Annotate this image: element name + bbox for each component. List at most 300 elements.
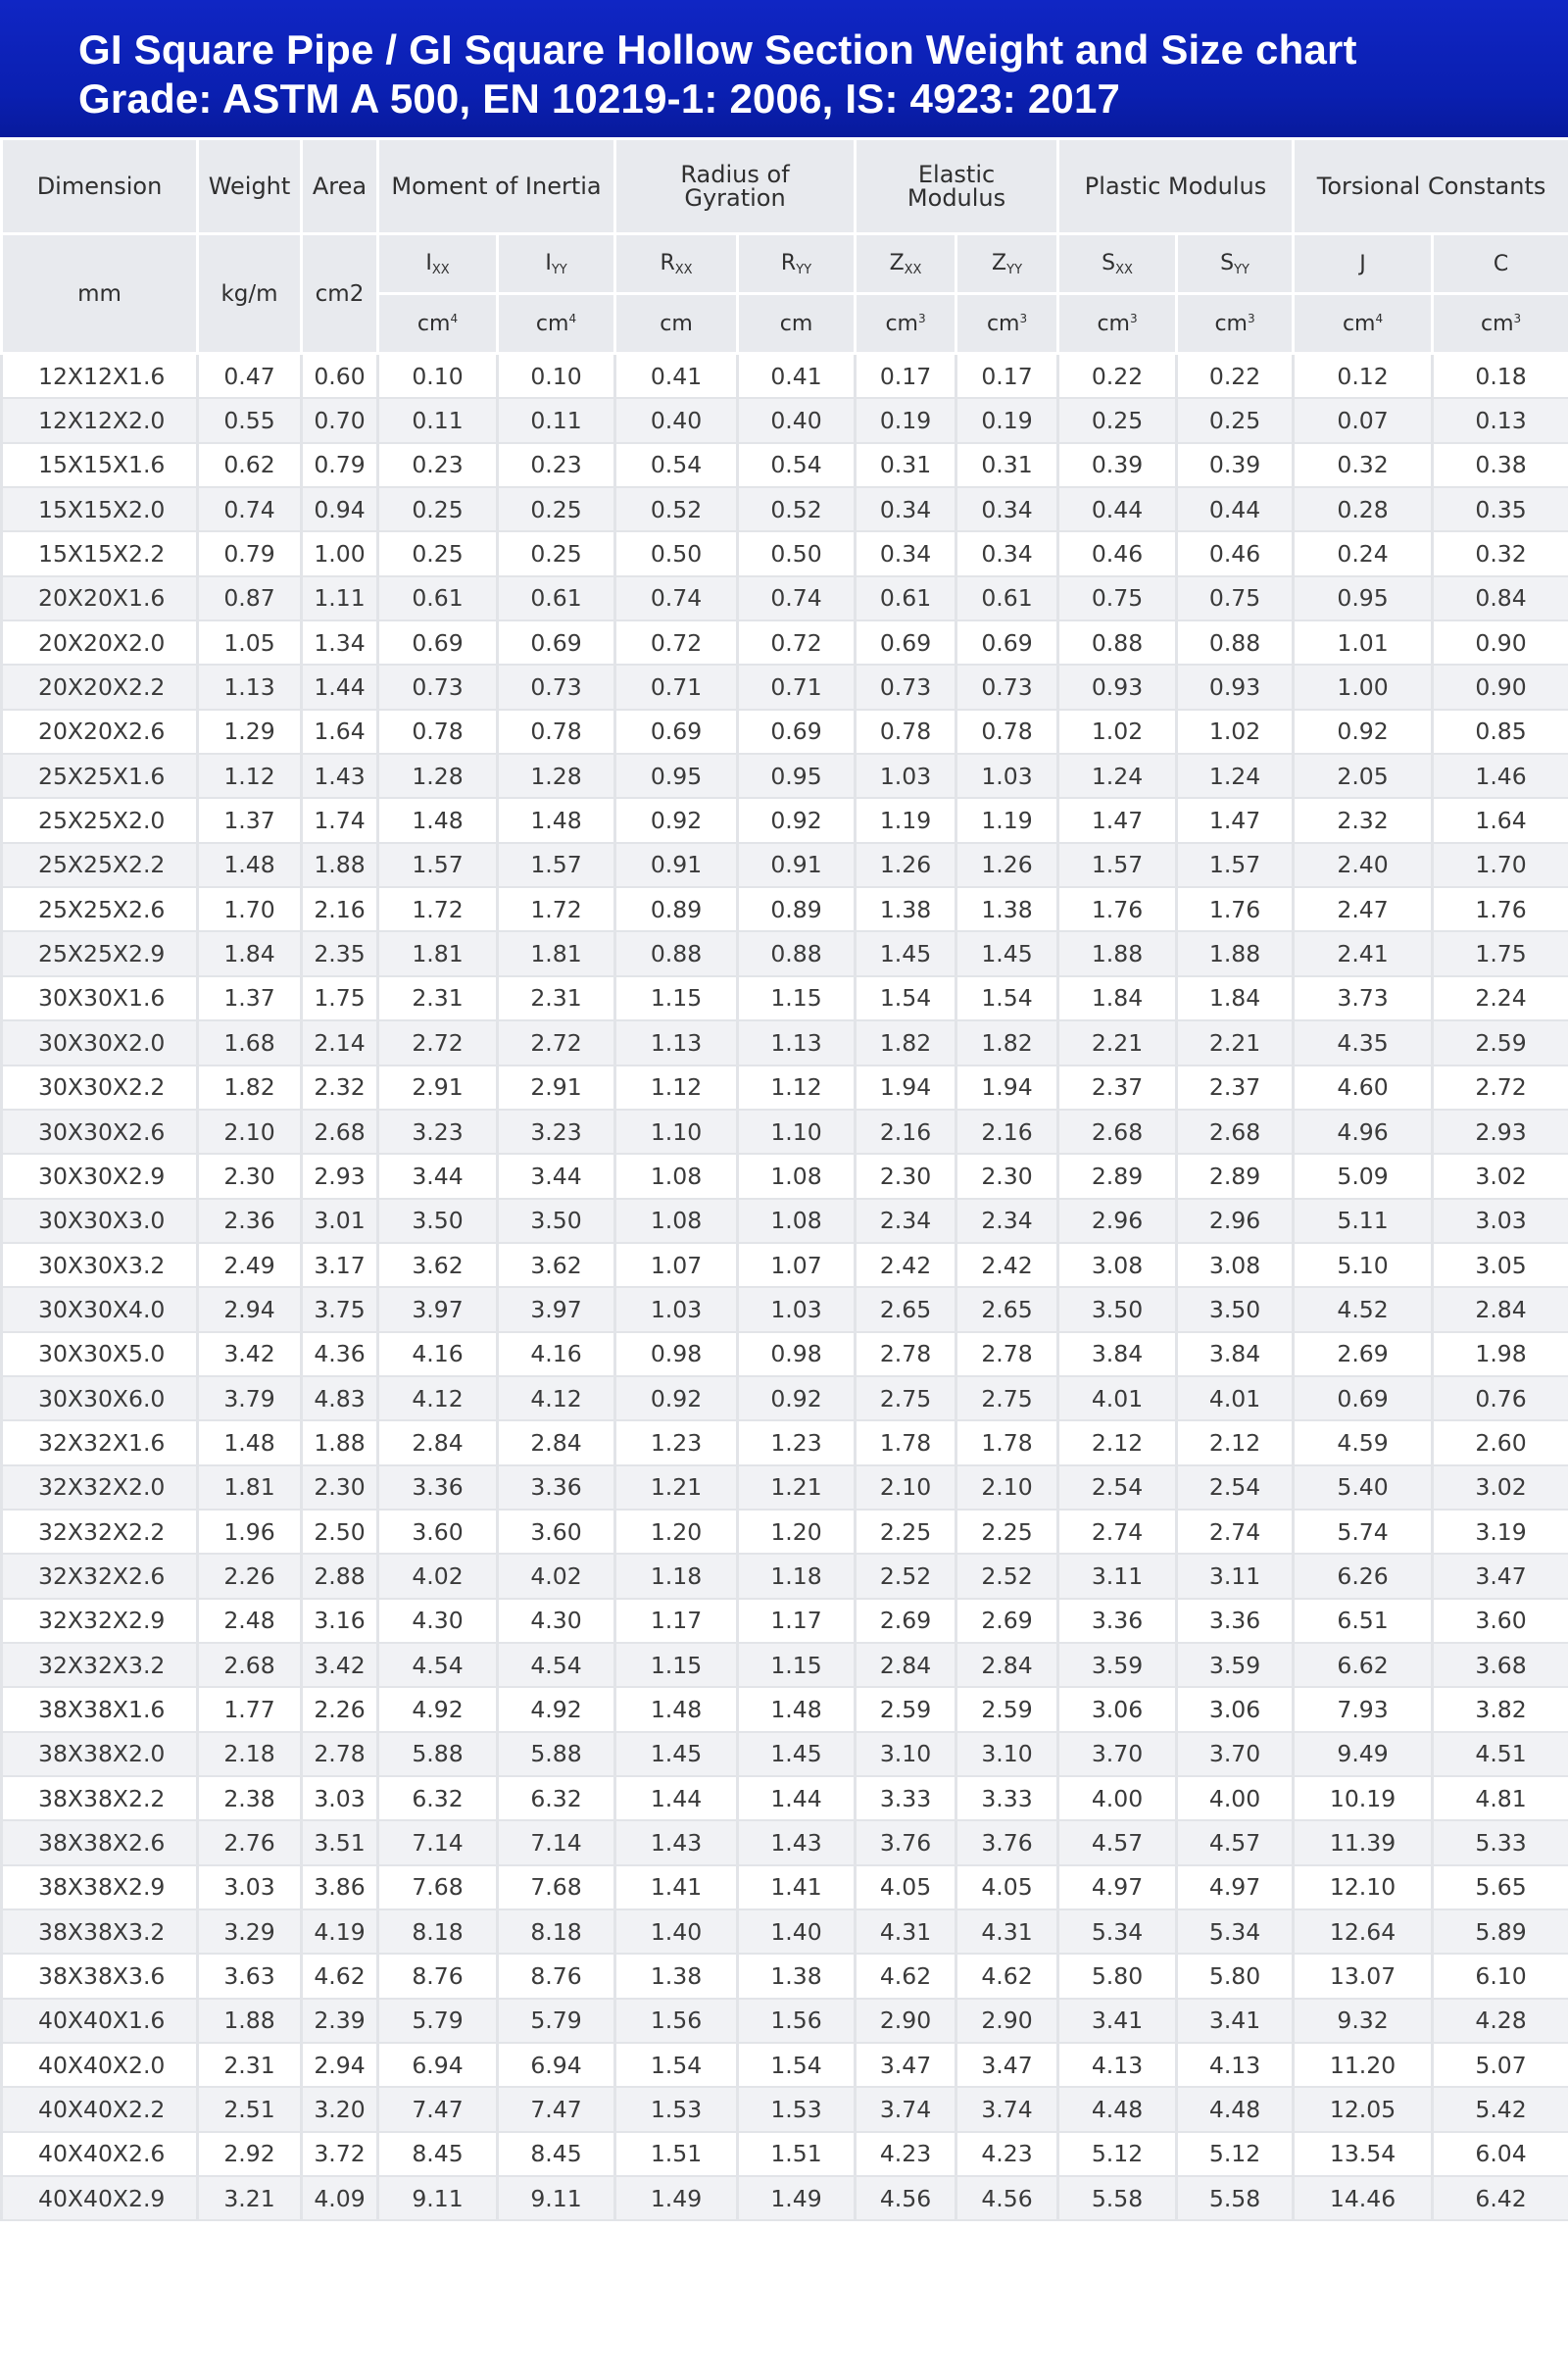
value-cell: 2.41 — [1294, 931, 1433, 975]
value-cell: 1.82 — [856, 1020, 956, 1065]
symbol-header — [956, 234, 1058, 294]
value-cell: 0.25 — [1177, 398, 1294, 442]
symbol-header — [615, 234, 738, 294]
value-cell: 2.76 — [198, 1820, 302, 1864]
symbol-subscript: XX — [904, 262, 922, 277]
dimension-cell: 40X40X2.9 — [2, 2176, 198, 2220]
value-cell: 1.53 — [738, 2087, 856, 2131]
value-cell: 3.11 — [1177, 1554, 1294, 1598]
table-row — [2, 531, 1568, 575]
unit-base: cm — [660, 311, 693, 336]
header-area: Area — [302, 139, 378, 234]
value-cell: 7.47 — [498, 2087, 615, 2131]
dimension-cell: 25X25X2.2 — [2, 843, 198, 887]
value-cell: 2.05 — [1294, 754, 1433, 798]
value-cell: 0.54 — [738, 443, 856, 487]
value-cell: 0.93 — [1058, 665, 1177, 709]
value-cell: 0.10 — [378, 354, 498, 399]
value-cell: 1.64 — [1433, 798, 1568, 842]
value-cell: 0.84 — [1433, 576, 1568, 620]
value-cell: 5.88 — [378, 1732, 498, 1776]
value-cell: 0.17 — [856, 354, 956, 399]
dimension-cell: 38X38X3.6 — [2, 1954, 198, 1998]
value-cell: 0.69 — [615, 710, 738, 754]
value-cell: 7.47 — [378, 2087, 498, 2131]
value-cell: 2.37 — [1177, 1066, 1294, 1110]
value-cell: 0.44 — [1058, 487, 1177, 531]
value-cell: 1.84 — [1177, 976, 1294, 1020]
value-cell: 1.74 — [302, 798, 378, 842]
value-cell: 0.23 — [378, 443, 498, 487]
value-cell: 3.59 — [1058, 1643, 1177, 1687]
value-cell: 3.10 — [856, 1732, 956, 1776]
value-cell: 2.49 — [198, 1243, 302, 1287]
value-cell: 5.12 — [1177, 2132, 1294, 2176]
symbol-header — [498, 234, 615, 294]
value-cell: 0.25 — [1058, 398, 1177, 442]
dimension-cell: 32X32X2.2 — [2, 1510, 198, 1554]
value-cell: 3.50 — [498, 1199, 615, 1243]
unit-base: cm — [1097, 311, 1130, 336]
value-cell: 4.02 — [498, 1554, 615, 1598]
value-cell: 5.88 — [498, 1732, 615, 1776]
value-cell: 3.03 — [1433, 1199, 1568, 1243]
value-cell: 1.48 — [738, 1687, 856, 1731]
value-cell: 14.46 — [1294, 2176, 1433, 2220]
header-radius-of-gyration — [615, 139, 856, 234]
value-cell: 0.22 — [1177, 354, 1294, 399]
table-row — [2, 887, 1568, 931]
value-cell: 0.92 — [615, 1376, 738, 1420]
value-cell: 5.12 — [1058, 2132, 1177, 2176]
value-cell: 0.78 — [498, 710, 615, 754]
value-cell: 6.32 — [498, 1776, 615, 1820]
value-cell: 4.30 — [498, 1599, 615, 1643]
value-cell: 4.57 — [1058, 1820, 1177, 1864]
value-cell: 1.84 — [1058, 976, 1177, 1020]
value-cell: 0.34 — [956, 531, 1058, 575]
value-cell: 0.75 — [1058, 576, 1177, 620]
value-cell: 0.61 — [856, 576, 956, 620]
value-cell: 3.47 — [956, 2043, 1058, 2087]
value-cell: 3.29 — [198, 1909, 302, 1954]
value-cell: 0.71 — [615, 665, 738, 709]
value-cell: 2.16 — [302, 887, 378, 931]
value-cell: 6.94 — [498, 2043, 615, 2087]
value-cell: 1.43 — [302, 754, 378, 798]
dimension-cell: 32X32X2.6 — [2, 1554, 198, 1598]
value-cell: 1.94 — [856, 1066, 956, 1110]
value-cell: 1.68 — [198, 1020, 302, 1065]
value-cell: 2.30 — [302, 1465, 378, 1510]
value-cell: 1.08 — [738, 1154, 856, 1198]
value-cell: 3.60 — [1433, 1599, 1568, 1643]
dimension-cell: 20X20X2.6 — [2, 710, 198, 754]
value-cell: 1.47 — [1058, 798, 1177, 842]
value-cell: 3.23 — [378, 1110, 498, 1154]
value-cell: 2.72 — [1433, 1066, 1568, 1110]
value-cell: 1.29 — [198, 710, 302, 754]
value-cell: 1.82 — [198, 1066, 302, 1110]
value-cell: 0.85 — [1433, 710, 1568, 754]
table-row — [2, 1510, 1568, 1554]
value-cell: 2.30 — [856, 1154, 956, 1198]
value-cell: 1.03 — [956, 754, 1058, 798]
value-cell: 5.80 — [1177, 1954, 1294, 1998]
dimension-cell: 12X12X1.6 — [2, 354, 198, 399]
value-cell: 1.98 — [1433, 1332, 1568, 1376]
value-cell: 0.23 — [498, 443, 615, 487]
dimension-cell: 38X38X2.6 — [2, 1820, 198, 1864]
value-cell: 3.70 — [1177, 1732, 1294, 1776]
value-cell: 0.46 — [1058, 531, 1177, 575]
unit-exponent: 3 — [917, 311, 926, 325]
value-cell: 1.12 — [615, 1066, 738, 1110]
value-cell: 0.40 — [615, 398, 738, 442]
value-cell: 2.78 — [302, 1732, 378, 1776]
table-row — [2, 354, 1568, 399]
value-cell: 5.58 — [1058, 2176, 1177, 2220]
value-cell: 0.32 — [1294, 443, 1433, 487]
value-cell: 3.05 — [1433, 1243, 1568, 1287]
table-row — [2, 1999, 1568, 2043]
value-cell: 1.64 — [302, 710, 378, 754]
value-cell: 2.54 — [1177, 1465, 1294, 1510]
value-cell: 0.52 — [615, 487, 738, 531]
value-cell: 3.01 — [302, 1199, 378, 1243]
value-cell: 5.74 — [1294, 1510, 1433, 1554]
value-cell: 1.94 — [956, 1066, 1058, 1110]
value-cell: 2.40 — [1294, 843, 1433, 887]
value-cell: 3.06 — [1177, 1687, 1294, 1731]
dimension-cell: 40X40X2.2 — [2, 2087, 198, 2131]
value-cell: 0.61 — [378, 576, 498, 620]
value-cell: 1.43 — [615, 1820, 738, 1864]
value-cell: 0.69 — [378, 620, 498, 665]
value-cell: 1.07 — [738, 1243, 856, 1287]
value-cell: 6.26 — [1294, 1554, 1433, 1598]
value-cell: 0.55 — [198, 398, 302, 442]
value-cell: 6.62 — [1294, 1643, 1433, 1687]
value-cell: 3.36 — [1058, 1599, 1177, 1643]
value-cell: 3.03 — [198, 1865, 302, 1909]
value-cell: 3.97 — [378, 1287, 498, 1331]
value-cell: 1.48 — [378, 798, 498, 842]
value-cell: 0.41 — [615, 354, 738, 399]
value-cell: 2.88 — [302, 1554, 378, 1598]
value-cell: 0.90 — [1433, 665, 1568, 709]
value-cell: 4.57 — [1177, 1820, 1294, 1864]
value-cell: 2.65 — [856, 1287, 956, 1331]
value-cell: 1.17 — [738, 1599, 856, 1643]
table-row — [2, 976, 1568, 1020]
value-cell: 3.16 — [302, 1599, 378, 1643]
value-cell: 4.92 — [378, 1687, 498, 1731]
value-cell: 0.71 — [738, 665, 856, 709]
value-cell: 1.49 — [738, 2176, 856, 2220]
value-cell: 1.43 — [738, 1820, 856, 1864]
value-cell: 12.05 — [1294, 2087, 1433, 2131]
value-cell: 3.82 — [1433, 1687, 1568, 1731]
value-cell: 2.68 — [1177, 1110, 1294, 1154]
value-cell: 2.78 — [856, 1332, 956, 1376]
header-elastic-modulus — [856, 139, 1058, 234]
symbol-header — [1433, 234, 1568, 294]
symbol-base: R — [780, 250, 797, 275]
value-cell: 0.25 — [378, 487, 498, 531]
value-cell: 3.08 — [1177, 1243, 1294, 1287]
value-cell: 1.13 — [738, 1020, 856, 1065]
value-cell: 1.08 — [738, 1199, 856, 1243]
value-cell: 1.70 — [198, 887, 302, 931]
value-cell: 3.76 — [856, 1820, 956, 1864]
dimension-cell: 20X20X2.0 — [2, 620, 198, 665]
value-cell: 9.49 — [1294, 1732, 1433, 1776]
value-cell: 3.68 — [1433, 1643, 1568, 1687]
value-cell: 0.70 — [302, 398, 378, 442]
value-cell: 0.72 — [615, 620, 738, 665]
value-cell: 2.31 — [198, 2043, 302, 2087]
value-cell: 1.41 — [738, 1865, 856, 1909]
value-cell: 0.50 — [738, 531, 856, 575]
value-cell: 5.10 — [1294, 1243, 1433, 1287]
dimension-cell: 25X25X1.6 — [2, 754, 198, 798]
value-cell: 0.28 — [1294, 487, 1433, 531]
symbol-base: S — [1102, 250, 1116, 275]
value-cell: 1.82 — [956, 1020, 1058, 1065]
value-cell: 4.92 — [498, 1687, 615, 1731]
value-cell: 5.79 — [498, 1999, 615, 2043]
unit-exponent: 3 — [1129, 311, 1138, 325]
value-cell: 2.94 — [198, 1287, 302, 1331]
symbol-header — [738, 234, 856, 294]
value-cell: 2.47 — [1294, 887, 1433, 931]
value-cell: 4.96 — [1294, 1110, 1433, 1154]
value-cell: 1.38 — [615, 1954, 738, 1998]
table-row — [2, 1199, 1568, 1243]
value-cell: 1.20 — [615, 1510, 738, 1554]
value-cell: 1.72 — [498, 887, 615, 931]
value-cell: 1.75 — [302, 976, 378, 1020]
value-cell: 3.74 — [956, 2087, 1058, 2131]
unit-base: cm — [535, 311, 569, 336]
dimension-cell: 30X30X2.6 — [2, 1110, 198, 1154]
value-cell: 5.58 — [1177, 2176, 1294, 2220]
header-radius-line2: Gyration — [684, 184, 786, 212]
value-cell: 3.97 — [498, 1287, 615, 1331]
value-cell: 2.21 — [1058, 1020, 1177, 1065]
value-cell: 1.57 — [1177, 843, 1294, 887]
value-cell: 1.47 — [1177, 798, 1294, 842]
value-cell: 2.12 — [1058, 1420, 1177, 1464]
value-cell: 0.24 — [1294, 531, 1433, 575]
value-cell: 9.11 — [498, 2176, 615, 2220]
header-elastic-line2: Modulus — [906, 184, 1006, 212]
table-row — [2, 2176, 1568, 2220]
value-cell: 6.04 — [1433, 2132, 1568, 2176]
value-cell: 2.94 — [302, 2043, 378, 2087]
value-cell: 0.79 — [198, 531, 302, 575]
value-cell: 0.91 — [615, 843, 738, 887]
value-cell: 1.48 — [198, 1420, 302, 1464]
unit-header — [615, 294, 738, 354]
unit-weight: kg/m — [198, 234, 302, 354]
value-cell: 4.52 — [1294, 1287, 1433, 1331]
value-cell: 0.50 — [615, 531, 738, 575]
value-cell: 0.90 — [1433, 620, 1568, 665]
table-row — [2, 1420, 1568, 1464]
value-cell: 1.21 — [615, 1465, 738, 1510]
table-row — [2, 1599, 1568, 1643]
table-row — [2, 1243, 1568, 1287]
value-cell: 3.79 — [198, 1376, 302, 1420]
value-cell: 1.19 — [956, 798, 1058, 842]
value-cell: 2.31 — [498, 976, 615, 1020]
value-cell: 0.25 — [378, 531, 498, 575]
header-moment-of-inertia: Moment of Inertia — [378, 139, 615, 234]
value-cell: 0.19 — [856, 398, 956, 442]
value-cell: 4.23 — [956, 2132, 1058, 2176]
value-cell: 0.88 — [615, 931, 738, 975]
value-cell: 3.42 — [198, 1332, 302, 1376]
value-cell: 3.41 — [1177, 1999, 1294, 2043]
value-cell: 1.38 — [956, 887, 1058, 931]
value-cell: 2.30 — [198, 1154, 302, 1198]
value-cell: 3.08 — [1058, 1243, 1177, 1287]
unit-base: cm — [885, 311, 918, 336]
dimension-cell: 32X32X3.2 — [2, 1643, 198, 1687]
value-cell: 1.17 — [615, 1599, 738, 1643]
unit-header — [1294, 294, 1433, 354]
unit-header — [956, 294, 1058, 354]
table-row — [2, 1287, 1568, 1331]
value-cell: 0.69 — [856, 620, 956, 665]
value-cell: 4.62 — [956, 1954, 1058, 1998]
value-cell: 0.31 — [856, 443, 956, 487]
value-cell: 0.88 — [738, 931, 856, 975]
value-cell: 2.60 — [1433, 1420, 1568, 1464]
value-cell: 5.65 — [1433, 1865, 1568, 1909]
dimension-cell: 40X40X1.6 — [2, 1999, 198, 2043]
table-row — [2, 1020, 1568, 1065]
value-cell: 7.68 — [498, 1865, 615, 1909]
symbol-base: I — [545, 250, 552, 275]
value-cell: 2.93 — [302, 1154, 378, 1198]
value-cell: 3.44 — [378, 1154, 498, 1198]
value-cell: 2.24 — [1433, 976, 1568, 1020]
value-cell: 2.50 — [302, 1510, 378, 1554]
grade-subtitle: Grade: ASTM A 500, EN 10219-1: 2006, IS: 4923: 2017 — [78, 75, 1121, 122]
value-cell: 3.36 — [498, 1465, 615, 1510]
value-cell: 8.76 — [378, 1954, 498, 1998]
value-cell: 1.38 — [738, 1954, 856, 1998]
value-cell: 1.53 — [615, 2087, 738, 2131]
value-cell: 0.34 — [956, 487, 1058, 531]
symbol-base: C — [1493, 251, 1509, 276]
value-cell: 4.19 — [302, 1909, 378, 1954]
value-cell: 8.18 — [498, 1909, 615, 1954]
value-cell: 0.88 — [1058, 620, 1177, 665]
value-cell: 3.51 — [302, 1820, 378, 1864]
value-cell: 0.89 — [615, 887, 738, 931]
table-row — [2, 1865, 1568, 1909]
value-cell: 4.48 — [1058, 2087, 1177, 2131]
value-cell: 0.13 — [1433, 398, 1568, 442]
value-cell: 1.13 — [615, 1020, 738, 1065]
value-cell: 9.32 — [1294, 1999, 1433, 2043]
value-cell: 0.07 — [1294, 398, 1433, 442]
value-cell: 2.26 — [302, 1687, 378, 1731]
value-cell: 1.00 — [302, 531, 378, 575]
value-cell: 1.56 — [738, 1999, 856, 2043]
value-cell: 2.48 — [198, 1599, 302, 1643]
value-cell: 3.03 — [302, 1776, 378, 1820]
unit-header — [498, 294, 615, 354]
value-cell: 3.47 — [1433, 1554, 1568, 1598]
value-cell: 1.76 — [1058, 887, 1177, 931]
value-cell: 0.12 — [1294, 354, 1433, 399]
value-cell: 8.18 — [378, 1909, 498, 1954]
table-row — [2, 1776, 1568, 1820]
dimension-cell: 38X38X1.6 — [2, 1687, 198, 1731]
table-row — [2, 1820, 1568, 1864]
value-cell: 1.12 — [738, 1066, 856, 1110]
value-cell: 1.51 — [738, 2132, 856, 2176]
value-cell: 0.73 — [856, 665, 956, 709]
value-cell: 1.45 — [615, 1732, 738, 1776]
value-cell: 3.20 — [302, 2087, 378, 2131]
dimension-cell: 30X30X2.0 — [2, 1020, 198, 1065]
value-cell: 1.81 — [498, 931, 615, 975]
unit-header — [1058, 294, 1177, 354]
table-row — [2, 1732, 1568, 1776]
value-cell: 1.44 — [615, 1776, 738, 1820]
value-cell: 6.42 — [1433, 2176, 1568, 2220]
value-cell: 3.62 — [378, 1243, 498, 1287]
value-cell: 7.14 — [498, 1820, 615, 1864]
unit-area: cm2 — [302, 234, 378, 354]
value-cell: 3.62 — [498, 1243, 615, 1287]
dimension-cell: 32X32X1.6 — [2, 1420, 198, 1464]
size-weight-table — [0, 137, 1568, 2221]
value-cell: 5.40 — [1294, 1465, 1433, 1510]
value-cell: 3.02 — [1433, 1154, 1568, 1198]
value-cell: 8.45 — [378, 2132, 498, 2176]
value-cell: 3.74 — [856, 2087, 956, 2131]
value-cell: 2.84 — [498, 1420, 615, 1464]
value-cell: 1.88 — [1177, 931, 1294, 975]
value-cell: 2.10 — [856, 1465, 956, 1510]
value-cell: 1.01 — [1294, 620, 1433, 665]
value-cell: 11.20 — [1294, 2043, 1433, 2087]
table-row — [2, 1110, 1568, 1154]
value-cell: 4.12 — [498, 1376, 615, 1420]
value-cell: 0.69 — [738, 710, 856, 754]
value-cell: 3.02 — [1433, 1465, 1568, 1510]
value-cell: 0.98 — [738, 1332, 856, 1376]
value-cell: 3.75 — [302, 1287, 378, 1331]
symbol-subscript: YY — [1234, 262, 1250, 277]
value-cell: 1.54 — [738, 2043, 856, 2087]
value-cell: 0.34 — [856, 487, 956, 531]
value-cell: 0.18 — [1433, 354, 1568, 399]
dimension-cell: 32X32X2.9 — [2, 1599, 198, 1643]
value-cell: 0.40 — [738, 398, 856, 442]
value-cell: 4.56 — [956, 2176, 1058, 2220]
value-cell: 3.86 — [302, 1865, 378, 1909]
value-cell: 2.69 — [1294, 1332, 1433, 1376]
value-cell: 5.11 — [1294, 1199, 1433, 1243]
